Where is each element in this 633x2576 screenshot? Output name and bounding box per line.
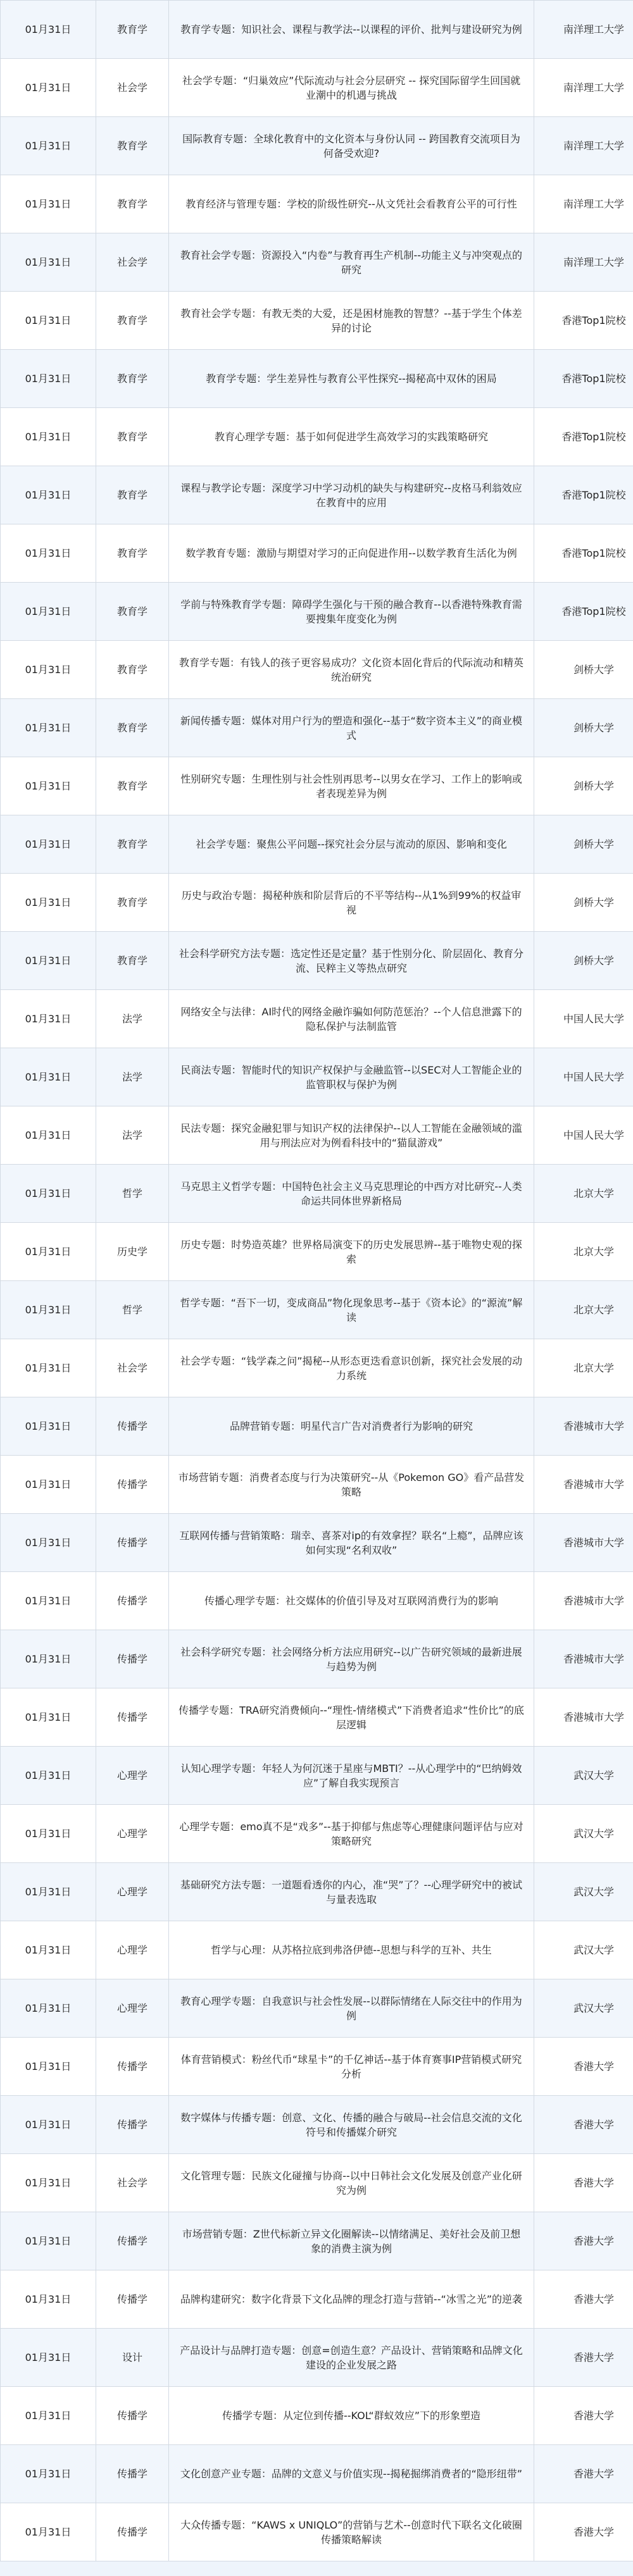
table-row — [1, 1397, 633, 1456]
subject-cell: 法学 — [96, 1048, 169, 1106]
subject-cell: 教育学 — [96, 292, 169, 350]
course-title-cell: 新闻传播专题：媒体对用户行为的塑造和强化--基于“数字资本主义”的商业模式 — [169, 699, 534, 757]
course-title-cell: 产品设计与品牌打造专题：创意=创造生意？产品设计、营销策略和品牌文化建设的企业发展之路 — [169, 2329, 534, 2387]
table-row — [1, 1863, 633, 1921]
table-row — [1, 932, 633, 990]
subject-cell: 传播学 — [96, 2270, 169, 2329]
date-cell: 01月31日 — [1, 408, 96, 466]
course-title-cell: 基础研究方法专题：一道题看透你的内心，准“哭”了？--心理学研究中的被试与量表选取 — [169, 1863, 534, 1921]
subject-cell: 哲学 — [96, 1165, 169, 1223]
school-cell: 武汉大学 — [534, 1747, 633, 1805]
table-row — [1, 1456, 633, 1514]
subject-cell: 心理学 — [96, 1863, 169, 1921]
school-cell: 香港城市大学 — [534, 1514, 633, 1572]
course-title-cell: 教育学专题：学生差异性与教育公平性探究--揭秘高中双休的困局 — [169, 350, 534, 408]
table-row — [1, 1572, 633, 1630]
table-row — [1, 2329, 633, 2387]
course-title-cell: 教育心理学专题：自我意识与社会性发展--以群际情绪在人际交往中的作用为例 — [169, 1979, 534, 2038]
date-cell: 01月31日 — [1, 2445, 96, 2503]
subject-cell: 教育学 — [96, 757, 169, 815]
course-title-cell: 哲学专题：“吾下一切，变成商品”物化现象思考--基于《资本论》的“源流”解读 — [169, 1281, 534, 1339]
school-cell: 香港大学 — [534, 2445, 633, 2503]
school-cell: 武汉大学 — [534, 1805, 633, 1863]
table-row — [1, 1747, 633, 1805]
table-row — [1, 2445, 633, 2503]
school-cell: 剑桥大学 — [534, 757, 633, 815]
date-cell: 01月31日 — [1, 1921, 96, 1979]
subject-cell: 心理学 — [96, 1805, 169, 1863]
school-cell: 中国人民大学 — [534, 1106, 633, 1165]
school-cell: 香港大学 — [534, 2329, 633, 2387]
table-row — [1, 757, 633, 815]
table-row — [1, 1514, 633, 1572]
table-row — [1, 2154, 633, 2212]
table-row — [1, 233, 633, 292]
course-title-cell: 品牌构建研究：数字化背景下文化品牌的理念打造与营销--“冰雪之光”的逆袭 — [169, 2270, 534, 2329]
date-cell: 01月31日 — [1, 233, 96, 292]
date-cell: 01月31日 — [1, 583, 96, 641]
course-title-cell: 民法专题：探究金融犯罪与知识产权的法律保护--以人工智能在金融领域的滥用与刑法应对为例看科技中的“猫鼠游戏” — [169, 1106, 534, 1165]
course-title-cell: 文化管理专题：民族文化碰撞与协商--以中日韩社会文化发展及创意产业化研究为例 — [169, 2154, 534, 2212]
date-cell: 01月31日 — [1, 1688, 96, 1747]
subject-cell: 传播学 — [96, 2096, 169, 2154]
table-row — [1, 175, 633, 233]
subject-cell: 传播学 — [96, 1572, 169, 1630]
date-cell: 01月31日 — [1, 2329, 96, 2387]
school-cell: 南洋理工大学 — [534, 1, 633, 59]
school-cell: 剑桥大学 — [534, 699, 633, 757]
table-row — [1, 583, 633, 641]
course-title-cell: 社会学专题：“钱学森之问”揭秘--从形态更迭看意识创新，探究社会发展的动力系统 — [169, 1339, 534, 1397]
table-row — [1, 1805, 633, 1863]
school-cell: 香港城市大学 — [534, 1572, 633, 1630]
subject-cell: 教育学 — [96, 350, 169, 408]
school-cell: 北京大学 — [534, 1281, 633, 1339]
subject-cell: 传播学 — [96, 2212, 169, 2270]
course-title-cell: 市场营销专题：消费者态度与行为决策研究--从《Pokemon GO》看产品营发策略 — [169, 1456, 534, 1514]
school-cell: 香港城市大学 — [534, 1397, 633, 1456]
course-title-cell: 性别研究专题：生理性别与社会性别再思考--以男女在学习、工作上的影响或者表现差异为例 — [169, 757, 534, 815]
table-row — [1, 874, 633, 932]
course-title-cell: 数学教育专题：激励与期望对学习的正向促进作用--以数学教育生活化为例 — [169, 524, 534, 583]
course-title-cell: 互联网传播与营销策略：瑞幸、喜茶对ip的有效拿捏？联名“上瘾”，品牌应该如何实现“名利双收” — [169, 1514, 534, 1572]
date-cell: 01月31日 — [1, 350, 96, 408]
date-cell: 01月31日 — [1, 1979, 96, 2038]
date-cell: 01月31日 — [1, 1630, 96, 1688]
school-cell: 北京大学 — [534, 1223, 633, 1281]
date-cell: 01月31日 — [1, 1572, 96, 1630]
subject-cell: 哲学 — [96, 1281, 169, 1339]
table-row — [1, 2270, 633, 2329]
course-title-cell: 民商法专题：智能时代的知识产权保护与金融监管--以SEC对人工智能企业的监管职权与保护为例 — [169, 1048, 534, 1106]
school-cell: 香港大学 — [534, 2154, 633, 2212]
course-title-cell: 传播心理学专题：社交媒体的价值引导及对互联网消费行为的影响 — [169, 1572, 534, 1630]
course-title-cell: 社会学专题：“归巢效应”代际流动与社会分层研究 -- 探究国际留学生回国就业潮中的机遇与挑战 — [169, 59, 534, 117]
school-cell: 香港Top1院校 — [534, 408, 633, 466]
subject-cell: 传播学 — [96, 2445, 169, 2503]
school-cell: 武汉大学 — [534, 1863, 633, 1921]
table-row — [1, 1921, 633, 1979]
subject-cell: 教育学 — [96, 874, 169, 932]
table-row — [1, 1223, 633, 1281]
table-row — [1, 466, 633, 524]
date-cell: 01月31日 — [1, 1048, 96, 1106]
course-title-cell: 教育社会学专题：资源投入“内卷”与教育再生产机制--功能主义与冲突观点的研究 — [169, 233, 534, 292]
table-row — [1, 1339, 633, 1397]
course-title-cell: 社会科学研究方法专题：选定性还是定量？基于性别分化、阶层固化、教育分流、民粹主义等热点研究 — [169, 932, 534, 990]
table-row — [1, 2212, 633, 2270]
date-cell: 01月31日 — [1, 1805, 96, 1863]
subject-cell: 传播学 — [96, 2503, 169, 2561]
course-title-cell: 马克思主义哲学专题：中国特色社会主义马克思理论的中西方对比研究--人类命运共同体世界新格局 — [169, 1165, 534, 1223]
subject-cell: 教育学 — [96, 117, 169, 175]
school-cell: 香港Top1院校 — [534, 583, 633, 641]
date-cell: 01月31日 — [1, 932, 96, 990]
subject-cell: 传播学 — [96, 2038, 169, 2096]
subject-cell: 社会学 — [96, 233, 169, 292]
table-row — [1, 524, 633, 583]
school-cell: 香港城市大学 — [534, 1456, 633, 1514]
school-cell: 剑桥大学 — [534, 932, 633, 990]
table-row — [1, 1165, 633, 1223]
table-row — [1, 2096, 633, 2154]
date-cell: 01月31日 — [1, 1281, 96, 1339]
school-cell: 武汉大学 — [534, 1979, 633, 2038]
table-row — [1, 1, 633, 59]
course-title-cell: 文化创意产业专题：品牌的文意义与价值实现--揭秘掘绑消费者的“隐形纽带” — [169, 2445, 534, 2503]
course-title-cell: 教育经济与管理专题：学校的阶级性研究--从文凭社会看教育公平的可行性 — [169, 175, 534, 233]
subject-cell: 传播学 — [96, 1514, 169, 1572]
table-row — [1, 1688, 633, 1747]
date-cell: 01月31日 — [1, 2270, 96, 2329]
school-cell: 剑桥大学 — [534, 874, 633, 932]
date-cell: 01月31日 — [1, 1456, 96, 1514]
subject-cell: 教育学 — [96, 932, 169, 990]
table-row — [1, 59, 633, 117]
course-title-cell: 教育学专题：有钱人的孩子更容易成功？文化资本固化背后的代际流动和精英统治研究 — [169, 641, 534, 699]
course-title-cell: 哲学与心理：从苏格拉底到弗洛伊德--思想与科学的互补、共生 — [169, 1921, 534, 1979]
date-cell: 01月31日 — [1, 2212, 96, 2270]
subject-cell: 传播学 — [96, 1456, 169, 1514]
date-cell: 01月31日 — [1, 1, 96, 59]
course-title-cell: 心理学专题：emo真不是“戏多”--基于抑郁与焦虑等心理健康问题评估与应对策略研究 — [169, 1805, 534, 1863]
subject-cell: 心理学 — [96, 1921, 169, 1979]
table-row — [1, 1048, 633, 1106]
table-row — [1, 2503, 633, 2561]
date-cell: 01月31日 — [1, 757, 96, 815]
date-cell: 01月31日 — [1, 990, 96, 1048]
school-cell: 香港大学 — [534, 2096, 633, 2154]
date-cell: 01月31日 — [1, 2387, 96, 2445]
table-row — [1, 815, 633, 874]
school-cell: 香港城市大学 — [534, 1630, 633, 1688]
table-row — [1, 1281, 633, 1339]
school-cell: 南洋理工大学 — [534, 117, 633, 175]
subject-cell: 心理学 — [96, 1747, 169, 1805]
course-title-cell: 课程与教学论专题：深度学习中学习动机的缺失与构建研究--皮格马利翁效应在教育中的应用 — [169, 466, 534, 524]
course-title-cell: 市场营销专题：Z世代标新立异文化圈解读--以情绪满足、美好社会及前卫想象的消费主演为例 — [169, 2212, 534, 2270]
date-cell: 01月31日 — [1, 2096, 96, 2154]
course-title-cell: 品牌营销专题：明星代言广告对消费者行为影响的研究 — [169, 1397, 534, 1456]
school-cell: 香港大学 — [534, 2038, 633, 2096]
course-title-cell: 体育营销模式：粉丝代币“球星卡”的千亿神话--基于体育赛事IP营销模式研究分析 — [169, 2038, 534, 2096]
subject-cell: 社会学 — [96, 59, 169, 117]
course-title-cell: 社会科学研究专题：社会网络分析方法应用研究--以广告研究领域的最新进展与趋势为例 — [169, 1630, 534, 1688]
table-row — [1, 1979, 633, 2038]
school-cell: 香港Top1院校 — [534, 292, 633, 350]
table-row — [1, 699, 633, 757]
table-row — [1, 408, 633, 466]
school-cell: 香港大学 — [534, 2387, 633, 2445]
school-cell: 香港Top1院校 — [534, 466, 633, 524]
subject-cell: 教育学 — [96, 408, 169, 466]
subject-cell: 教育学 — [96, 641, 169, 699]
school-cell: 中国人民大学 — [534, 1048, 633, 1106]
subject-cell: 传播学 — [96, 1397, 169, 1456]
school-cell: 南洋理工大学 — [534, 175, 633, 233]
course-title-cell: 传播学专题：从定位到传播--KOL“群蚁效应”下的形象塑造 — [169, 2387, 534, 2445]
subject-cell: 社会学 — [96, 2154, 169, 2212]
date-cell: 01月31日 — [1, 466, 96, 524]
course-title-cell: 网络安全与法律：AI时代的网络金融诈骗如何防范惩治？--个人信息泄露下的隐私保护与法制监管 — [169, 990, 534, 1048]
subject-cell: 传播学 — [96, 1688, 169, 1747]
subject-cell: 社会学 — [96, 1339, 169, 1397]
school-cell: 北京大学 — [534, 1165, 633, 1223]
course-title-cell: 历史专题：时势造英雄？世界格局演变下的历史发展思辨--基于唯物史观的探索 — [169, 1223, 534, 1281]
table-row — [1, 292, 633, 350]
table-row — [1, 2038, 633, 2096]
school-cell: 南洋理工大学 — [534, 59, 633, 117]
school-cell: 剑桥大学 — [534, 641, 633, 699]
school-cell: 中国人民大学 — [534, 990, 633, 1048]
date-cell: 01月31日 — [1, 2503, 96, 2561]
course-title-cell: 大众传播专题：“KAWS x UNIQLO”的营销与艺术--创意时代下联名文化破圈传播策略解读 — [169, 2503, 534, 2561]
date-cell: 01月31日 — [1, 59, 96, 117]
date-cell: 01月31日 — [1, 292, 96, 350]
subject-cell: 心理学 — [96, 1979, 169, 2038]
course-title-cell: 国际教育专题：全球化教育中的文化资本与身份认同 -- 跨国教育交流项目为何备受欢迎? — [169, 117, 534, 175]
date-cell: 01月31日 — [1, 1514, 96, 1572]
school-cell: 香港Top1院校 — [534, 350, 633, 408]
date-cell: 01月31日 — [1, 699, 96, 757]
subject-cell: 教育学 — [96, 466, 169, 524]
date-cell: 01月31日 — [1, 524, 96, 583]
course-title-cell: 学前与特殊教育学专题：障碍学生强化与干预的融合教育--以香港特殊教育需要搜集年度变化为例 — [169, 583, 534, 641]
subject-cell: 教育学 — [96, 1, 169, 59]
course-title-cell: 传播学专题：TRA研究消费倾向--“理性-情绪模式”下消费者追求“性价比”的底层逻辑 — [169, 1688, 534, 1747]
subject-cell: 历史学 — [96, 1223, 169, 1281]
school-cell: 香港Top1院校 — [534, 524, 633, 583]
course-title-cell: 认知心理学专题：年轻人为何沉迷于星座与MBTI？--从心理学中的“巴纳姆效应”了解自我实现预言 — [169, 1747, 534, 1805]
subject-cell: 传播学 — [96, 2387, 169, 2445]
course-title-cell: 教育学专题：知识社会、课程与教学法--以课程的评价、批判与建设研究为例 — [169, 1, 534, 59]
date-cell: 01月31日 — [1, 874, 96, 932]
table-row — [1, 1106, 633, 1165]
date-cell: 01月31日 — [1, 1397, 96, 1456]
date-cell: 01月31日 — [1, 117, 96, 175]
school-cell: 南洋理工大学 — [534, 233, 633, 292]
date-cell: 01月31日 — [1, 1863, 96, 1921]
subject-cell: 设计 — [96, 2329, 169, 2387]
date-cell: 01月31日 — [1, 815, 96, 874]
table-row — [1, 1630, 633, 1688]
date-cell: 01月31日 — [1, 641, 96, 699]
subject-cell: 法学 — [96, 990, 169, 1048]
school-cell: 香港大学 — [534, 2270, 633, 2329]
course-title-cell: 社会学专题：聚焦公平问题--探究社会分层与流动的原因、影响和变化 — [169, 815, 534, 874]
subject-cell: 教育学 — [96, 175, 169, 233]
subject-cell: 传播学 — [96, 1630, 169, 1688]
subject-cell: 法学 — [96, 1106, 169, 1165]
subject-cell: 教育学 — [96, 815, 169, 874]
school-cell: 香港城市大学 — [534, 1688, 633, 1747]
table-row — [1, 641, 633, 699]
school-cell: 北京大学 — [534, 1339, 633, 1397]
date-cell: 01月31日 — [1, 2154, 96, 2212]
date-cell: 01月31日 — [1, 1165, 96, 1223]
course-title-cell: 历史与政治专题：揭秘种族和阶层背后的不平等结构--从1%到99%的权益审视 — [169, 874, 534, 932]
date-cell: 01月31日 — [1, 175, 96, 233]
table-row — [1, 350, 633, 408]
date-cell: 01月31日 — [1, 1106, 96, 1165]
course-title-cell: 教育心理学专题：基于如何促进学生高效学习的实践策略研究 — [169, 408, 534, 466]
school-cell: 剑桥大学 — [534, 815, 633, 874]
subject-cell: 教育学 — [96, 583, 169, 641]
date-cell: 01月31日 — [1, 1339, 96, 1397]
date-cell: 01月31日 — [1, 1747, 96, 1805]
date-cell: 01月31日 — [1, 2038, 96, 2096]
subject-cell: 教育学 — [96, 699, 169, 757]
course-schedule-body — [1, 1, 633, 2561]
table-row — [1, 2387, 633, 2445]
table-row — [1, 990, 633, 1048]
course-title-cell: 教育社会学专题：有教无类的大爱，还是困材施教的智慧？--基于学生个体差异的讨论 — [169, 292, 534, 350]
course-title-cell: 数字媒体与传播专题：创意、文化、传播的融合与破局--社会信息交流的文化符号和传播媒介研究 — [169, 2096, 534, 2154]
subject-cell: 教育学 — [96, 524, 169, 583]
table-row — [1, 117, 633, 175]
school-cell: 香港大学 — [534, 2212, 633, 2270]
school-cell: 武汉大学 — [534, 1921, 633, 1979]
date-cell: 01月31日 — [1, 1223, 96, 1281]
school-cell: 香港大学 — [534, 2503, 633, 2561]
